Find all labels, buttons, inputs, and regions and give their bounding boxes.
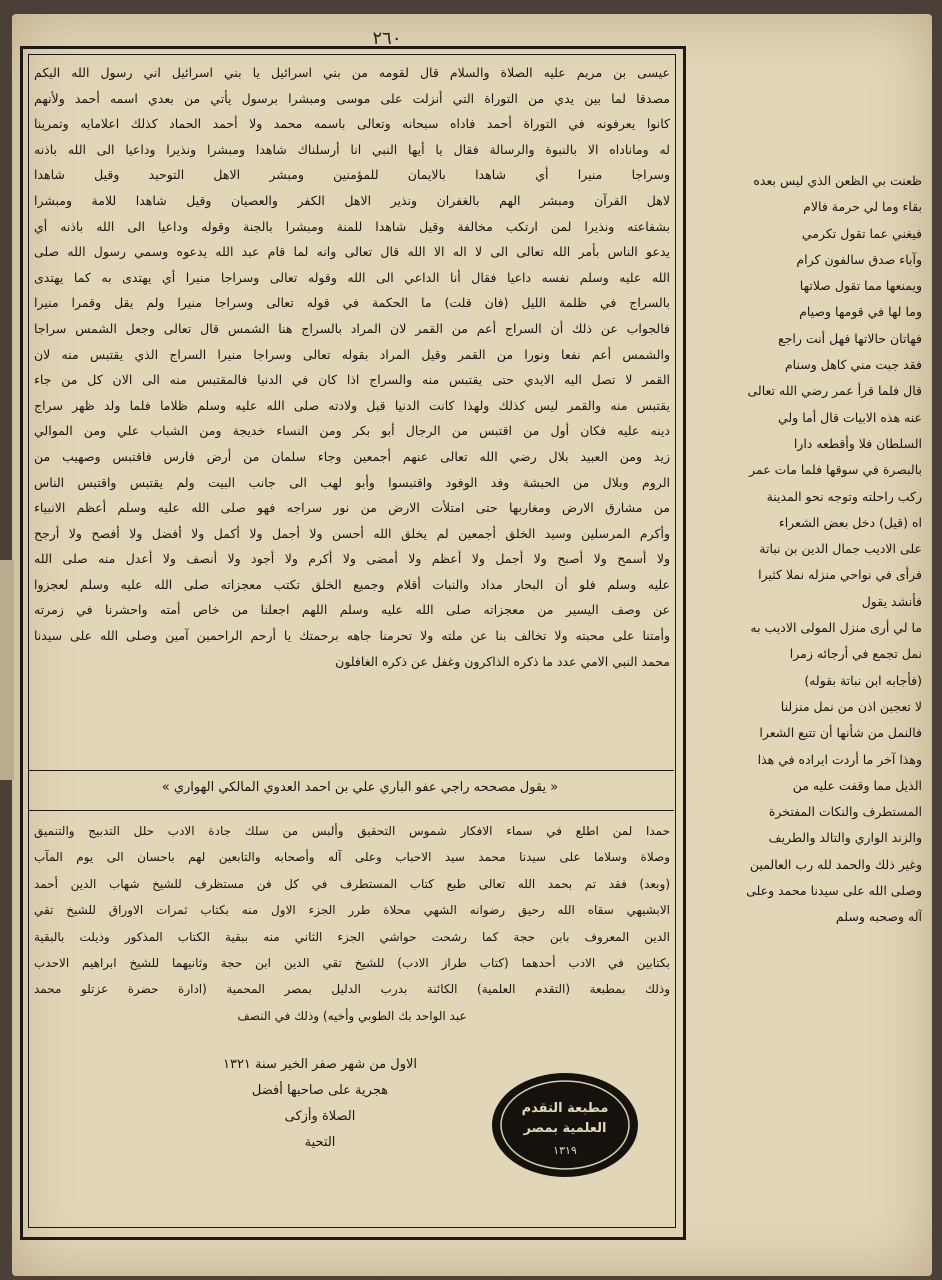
main-text-line: محمد النبي الامي عدد ما ذكره الذاكرون وغفل عن ذكره الغافلون <box>335 653 670 669</box>
main-text-line: فالجواب عن ذلك أن السراج أعم من القمر لان المراد بالسراج هنا الشمس قال تعالى وجعل الشمس سراجا <box>34 320 670 336</box>
margin-text-line: على الاديب جمال الدين بن نباتة <box>759 541 922 557</box>
main-text-line: الله عليه وسلم نفسه داعيا فقال أنا الداعي الى الله وقوله تعالى وسراجا منيرا أي يهتدى به كما يهتدى <box>34 269 670 285</box>
notice-line: بكتابين في الادب أحدهما (كتاب طراز الادب) للشيخ تقي الدين ابن حجة وثانيهما للشيخ ابراهيم الاحدب <box>34 955 670 970</box>
main-text-line: زيد ومن العبيد بلال رضي الله تعالى عنهم أجمعين وجاء سلمان من أرض فارس فاقتبس وصهيب من <box>34 448 670 464</box>
notice-line: الابشيهي سقاه الله رحيق رضوانه الشهي محلاة طرر الجزء الاول منه بكتاب ثمرات الاوراق للشيخ تقي <box>34 903 670 918</box>
press-seal-stamp <box>490 1070 640 1180</box>
margin-text-line: ركب راحلته وتوجه نحو المدينة <box>766 488 922 504</box>
margin-text-column <box>688 168 922 931</box>
margin-text-line: وهذا آخر ما أردت ايراده في هذا <box>757 751 922 767</box>
page-number: ٢٦٠ <box>372 28 402 49</box>
margin-text-line: فهاتان حالاتها فهل أنت راجع <box>778 330 922 346</box>
margin-text-line: ما لي أرى منزل المولى الاديب به <box>750 620 922 636</box>
page-edge-tear <box>0 560 14 780</box>
margin-text-line: الذيل مما وقفت عليه من <box>792 777 922 793</box>
margin-text-line: نمل تجمع في أرجائه زمرا <box>789 646 922 662</box>
margin-text-line: قال فلما قرأ عمر رضي الله تعالى <box>747 383 922 399</box>
main-text-line: عليه وسلم فلو أن البحار مداد والنبات أقلام وجميع الخلق تكتب معجزاته صلى الله عليه وسلم لعجزوا <box>34 576 670 592</box>
colophon-line: الاول من شهر صفر الخير سنة ١٣٢١ <box>222 1057 418 1072</box>
margin-text-line: المستطرف والنكات المفتخرة <box>768 804 922 820</box>
section-divider <box>28 770 674 771</box>
main-text-line: ولا أسمح ولا أصبح ولا أجمل ولا أعظم ولا أمضى ولا أكرم ولا أجود ولا أنصف ولا أعدل منه صلى الله <box>34 551 670 567</box>
margin-text-line: وغير ذلك والحمد لله رب العالمين <box>749 856 922 872</box>
margin-text-line: فيغني عما تقول تكرمي <box>801 225 922 241</box>
notice-line: وصلاة وسلاما على سيدنا محمد سيد الاحباب وعلى آله وأصحابه والتابعين لهم باحسان الى يوم المآب <box>34 850 670 865</box>
notice-line: عبد الواحد بك الطوبي وأخيه) وذلك في النصف <box>237 1008 467 1023</box>
main-text-line: الروم وبلال من الحبشة وفد الوفود واقتبسوا وأبو لهب الى جانب البيت ولم يقتبس واقتبس الناس <box>34 474 670 490</box>
margin-text-line: ظعنت بي الظعن الذي ليس بعده <box>753 173 922 188</box>
margin-text-line: عنه هذه الابيات قال أما ولي <box>777 409 922 425</box>
notice-line: وذلك بمطبعة (التقدم العلمية) الكائنة بدرب الدليل بمصر المحمية (ادارة حضرة عزتلو محمد <box>34 982 670 997</box>
margin-text-line: بقاء وما لي حرمة فالام <box>803 199 922 215</box>
margin-text-line: فقد جبت مني كاهل وسنام <box>784 357 922 373</box>
main-text-line: دينه عليه فكان أول من اقتبس من الرجال أبو بكر ومن النساء خديجة ومن الشباب علي ومن الموالي <box>34 423 670 439</box>
margin-text-line: وآباء صدق سالفون كرام <box>796 251 922 267</box>
main-text-line: وأكرم المرسلين وسيد الخلق أجمعين لم يخلق الله أحسن ولا أجمل ولا أكمل ولا أفضل ولا أفصح ولا أرجح <box>34 525 670 541</box>
notice-line: (وبعد) فقد تم بحمد الله تعالى طبع كتاب المستطرف في كل فن مستظرف للشيخ شهاب الدين أحمد <box>34 876 670 891</box>
margin-text-line: ويمنعها مما تقول صلاتها <box>799 278 922 294</box>
seal-line-2: العلمية بمصر <box>523 1121 607 1136</box>
main-text-line: وسراجا منيرا أي شاهدا بالايمان للمؤمنين ومبشر الاهل التوحيد وقيل شاهدا <box>34 167 670 183</box>
main-text-line: عن وصف اليسير من معجزاته صلى الله عليه وسلم اللهم اجعلنا من خاص أمته واحشرنا في زمرته <box>34 602 670 618</box>
main-text-line: يقتبس منه والقمر ليس كذلك ولهذا كانت الدنيا قبل ولادته صلى الله عليه وسلم ظلاما فلما ولد ظهر سراج <box>34 397 670 413</box>
main-text-line: والشمس أعم نفعا ونورا من القمر وقيل المراد بقوله تعالى وسراجا منيرا السراج الذي يقتبس منه لان <box>34 346 670 362</box>
corrector-signature: « يقول مصححه راجي عفو الباري علي بن احمد العدوي المالكي الهواري » <box>161 780 559 795</box>
main-text-line: بشفاعته ونذيرا لمن ارتكب مخالفة وقيل شاهدا للمنة ومبشرا بالجنة وقوله وداعيا الى الله باذنه أي <box>34 218 670 234</box>
main-text-line: القمر لا تصل اليه الايدي حتى يقتبس منه والسراج اذا كان في الدنيا فالمقتبس منه الى الان كل من جاء <box>34 372 670 388</box>
main-text-line: وأمتنا على محبته ولا تخالف بنا عن ملته ولا تحرمنا جاهه برحمتك يا أرحم الراحمين آمين وصلى الله على سيدنا <box>34 628 670 644</box>
margin-text-line: وما لها في قومها وصيام <box>799 304 922 320</box>
margin-text-line: فالنمل من شأنها أن تتبع الشعرا <box>759 725 922 741</box>
main-text-column <box>34 60 670 674</box>
main-text-line: كانوا يعرفونه في التوراة أحمد فاداه سبحانه وتعالى باسمه محمد ولا أحمد الحماد كذلك اعلامايه وتمرينا <box>34 116 670 132</box>
margin-text-line: والزند الواري والتالد والطريف <box>768 830 922 846</box>
margin-text-line: السلطان فلا وأقطعه دارا <box>793 435 922 451</box>
margin-text-line: بالبصرة في سوقها فلما مات عمر <box>749 462 922 478</box>
notice-line: حمدا لمن اطلع في سماء الافكار شموس التحقيق وألبس من سلك جادة الادب حلل التدبيج والتنميق <box>34 824 670 838</box>
section-divider <box>28 810 674 811</box>
margin-text-line: (فأجابه ابن نباتة بقوله) <box>804 672 922 688</box>
notice-line: الدين المعروف بابن حجة كما رشحت حواشي الجزء الثاني منه ببقية الكتاب المذكور وذيلت بالبقية <box>34 929 670 944</box>
seal-year: ١٣١٩ <box>553 1144 577 1157</box>
colophon <box>190 1052 450 1156</box>
main-text-line: مصدقا لما بين يدي من التوراة التي أنزلت على موسى ومبشرا برسول يأتي من بعدي اسمه أحمد ولأنهم <box>34 90 670 106</box>
main-text-line: يدعو الناس بأمر الله تعالى الى لا اله الا الله قال تعالى وانه لما قام عبد الله يدعوه وسمي رسول الله صلى <box>34 244 670 260</box>
colophon-line: التحية <box>304 1135 336 1150</box>
seal-line-1: مطبعة التقدم <box>521 1101 609 1116</box>
margin-text-line: لا تعجبن اذن من نمل منزلنا <box>780 698 922 714</box>
margin-text-line: اه (قيل) دخل بعض الشعراء <box>778 514 922 530</box>
main-text-line: له وماناداه الا بالنبوة والرسالة فقال يا أيها النبي انا أرسلناك شاهدا ومبشرا ونذيرا وداعيا الى الله باذنه <box>34 141 670 157</box>
colophon-line: الصلاة وأزكى <box>284 1109 356 1124</box>
margin-text-line: آله وصحبه وسلم <box>835 909 922 925</box>
main-text-line: عيسى بن مريم عليه الصلاة والسلام قال لقومه من بني اسرائيل يا بني اسرائيل اني رسول الله اليكم <box>34 65 670 80</box>
main-text-line: بالسراج في ظلمة الليل (فان قلت) ما الحكمة في قوله تعالى وسراجا منيرا ولم يقل وقمرا منيرا <box>34 295 670 311</box>
margin-text-line: وصلى الله على سيدنا محمد وعلى <box>746 883 922 899</box>
printing-notice <box>34 818 670 1029</box>
main-text-line: لاهل القرآن ومبشر الهم بالغفران ونذير الاهل الكفر والعصيان وقيل شاهدا للامة ومبشرا <box>34 192 670 208</box>
margin-text-line: فرأى في نواحي منزله نملا كثيرا <box>758 567 922 583</box>
main-text-line: من مشارق الارض ومغاربها حتى امتلأت الارض من نور سراجه فهو صلى الله عليه وسلم أعظم الانبياء <box>34 500 670 516</box>
colophon-line: هجرية على صاحبها أفضل <box>251 1083 389 1098</box>
margin-text-line: فأنشد يقول <box>861 593 922 609</box>
